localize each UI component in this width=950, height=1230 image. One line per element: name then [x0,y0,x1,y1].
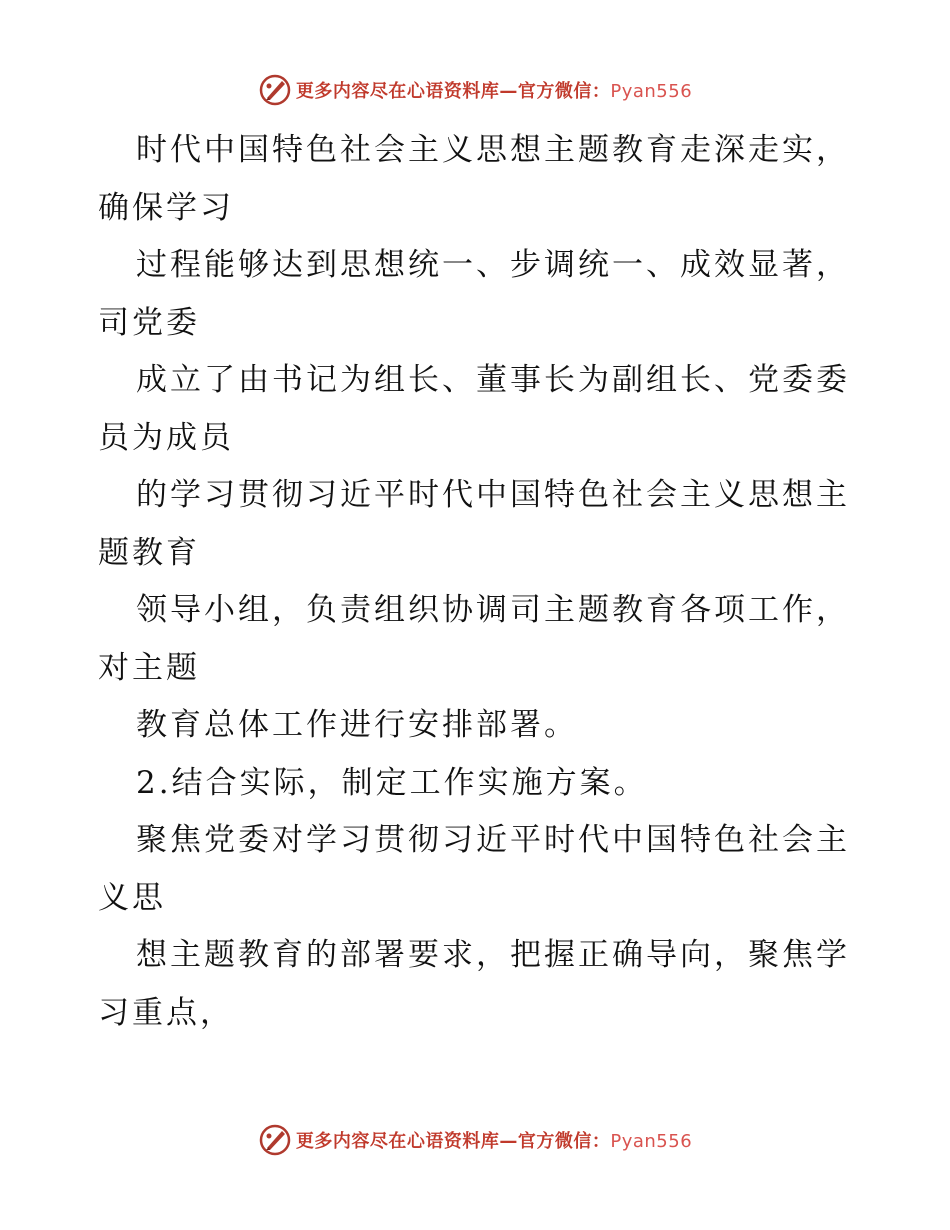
body-line: 的学习贯彻习近平时代中国特色社会主义思想主 [136,477,850,513]
quill-logo-icon [258,1123,292,1157]
body-line: 过程能够达到思想统一、步调统一、成效显著， [136,247,850,283]
body-line: 确保学习 [98,189,234,226]
body-line: 员为成员 [98,419,234,456]
footer-banner-dash: — [499,1131,518,1152]
body-line: 成立了由书记为组长、董事长为副组长、党委委 [136,362,850,398]
header-banner [0,70,950,110]
document-body [98,122,858,1042]
footer-banner [0,1120,950,1160]
body-line: 司党委 [98,304,200,341]
body-line: 领导小组，负责组织协调司主题教育各项工作， [136,592,850,628]
body-line: 教育总体工作进行安排部署。 [136,707,578,743]
quill-logo-icon [258,73,292,107]
header-banner-text [296,77,692,103]
body-line: 想主题教育的部署要求，把握正确导向，聚焦学 [136,937,850,973]
body-line: 义思 [98,879,166,916]
body-line: 聚焦党委对学习贯彻习近平时代中国特色社会主 [136,822,850,858]
header-banner-id: Pyan556 [610,81,693,102]
header-banner-main: 更多内容尽在心语资料库 [295,81,500,102]
footer-banner-id: Pyan556 [610,1131,693,1152]
footer-banner-main: 更多内容尽在心语资料库 [295,1131,500,1152]
body-line: 对主题 [98,649,200,686]
footer-banner-wechat: 官方微信： [517,1131,611,1152]
body-line: 2.结合实际，制定工作实施方案。 [136,764,648,801]
header-banner-wechat: 官方微信： [517,81,611,102]
footer-banner-text [296,1127,692,1153]
body-line: 习重点， [98,994,234,1031]
body-line: 题教育 [98,534,200,571]
body-line: 时代中国特色社会主义思想主题教育走深走实， [136,132,850,168]
header-banner-dash: — [499,81,518,102]
